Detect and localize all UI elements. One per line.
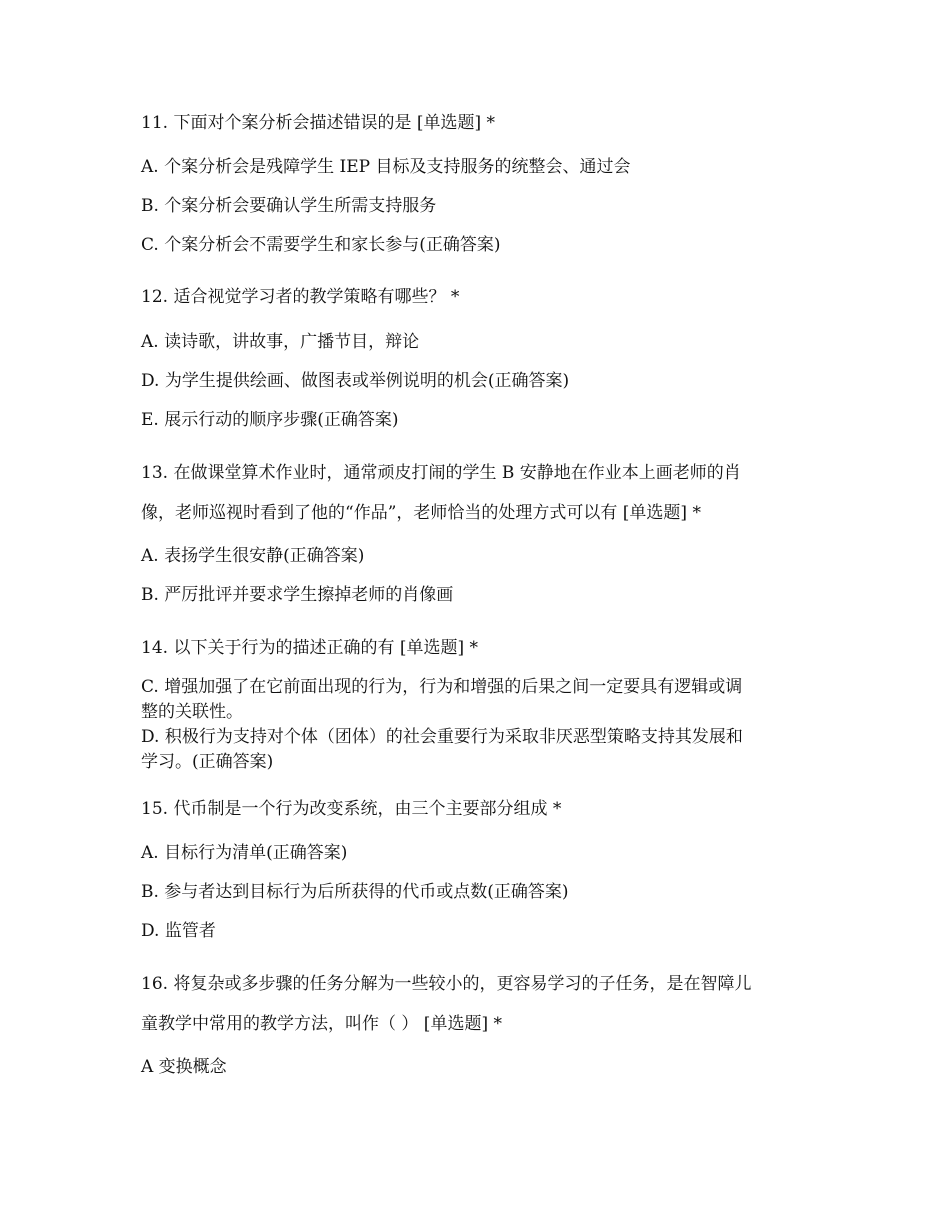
question-14-stem: 14. 以下关于行为的描述正确的有 [单选题] * (141, 638, 479, 658)
question-11-option-b: B. 个案分析会要确认学生所需支持服务 (141, 196, 437, 216)
question-12-option-d: D. 为学生提供绘画、做图表或举例说明的机会(正确答案) (141, 371, 570, 391)
question-16-stem-line-1: 16. 将复杂或多步骤的任务分解为一些较小的，更容易学习的子任务，是在智障儿 (141, 974, 752, 994)
question-16-option-a: A 变换概念 (141, 1057, 227, 1077)
question-13-stem-line-2: 像，老师巡视时看到了他的“作品”，老师恰当的处理方式可以有 [单选题] * (141, 503, 701, 523)
question-13-option-a: A. 表扬学生很安静(正确答案) (141, 546, 365, 566)
question-12-option-a: A. 读诗歌，讲故事，广播节目，辩论 (141, 332, 420, 352)
question-14-option-c-line-1: C. 增强加强了在它前面出现的行为，行为和增强的后果之间一定要具有逻辑或调 (141, 677, 743, 697)
question-15-option-d: D. 监管者 (141, 921, 216, 941)
question-15-option-b: B. 参与者达到目标行为后所获得的代币或点数(正确答案) (141, 882, 569, 902)
question-14-option-c-line-2: 整的关联性。 (141, 702, 243, 722)
question-12-option-e: E. 展示行动的顺序步骤(正确答案) (141, 410, 399, 430)
question-14-option-d-line-2: 学习。(正确答案) (141, 752, 274, 772)
question-13-stem-line-1: 13. 在做课堂算术作业时，通常顽皮打闹的学生 B 安静地在作业本上画老师的肖 (141, 463, 741, 483)
question-15-stem: 15. 代币制是一个行为改变系统，由三个主要部分组成 * (141, 799, 562, 819)
question-11-option-a: A. 个案分析会是残障学生 IEP 目标及支持服务的统整会、通过会 (141, 157, 631, 177)
question-16-stem-line-2: 童教学中常用的教学方法，叫作（ ） [单选题] * (141, 1014, 502, 1034)
question-12-stem: 12. 适合视觉学习者的教学策略有哪些？ * (141, 287, 460, 307)
question-11-option-c: C. 个案分析会不需要学生和家长参与(正确答案) (141, 235, 501, 255)
question-14-option-d-line-1: D. 积极行为支持对个体（团体）的社会重要行为采取非厌恶型策略支持其发展和 (141, 727, 743, 747)
question-11-stem: 11. 下面对个案分析会描述错误的是 [单选题] * (141, 113, 496, 133)
question-15-option-a: A. 目标行为清单(正确答案) (141, 843, 348, 863)
question-13-option-b: B. 严厉批评并要求学生擦掉老师的肖像画 (141, 585, 454, 605)
